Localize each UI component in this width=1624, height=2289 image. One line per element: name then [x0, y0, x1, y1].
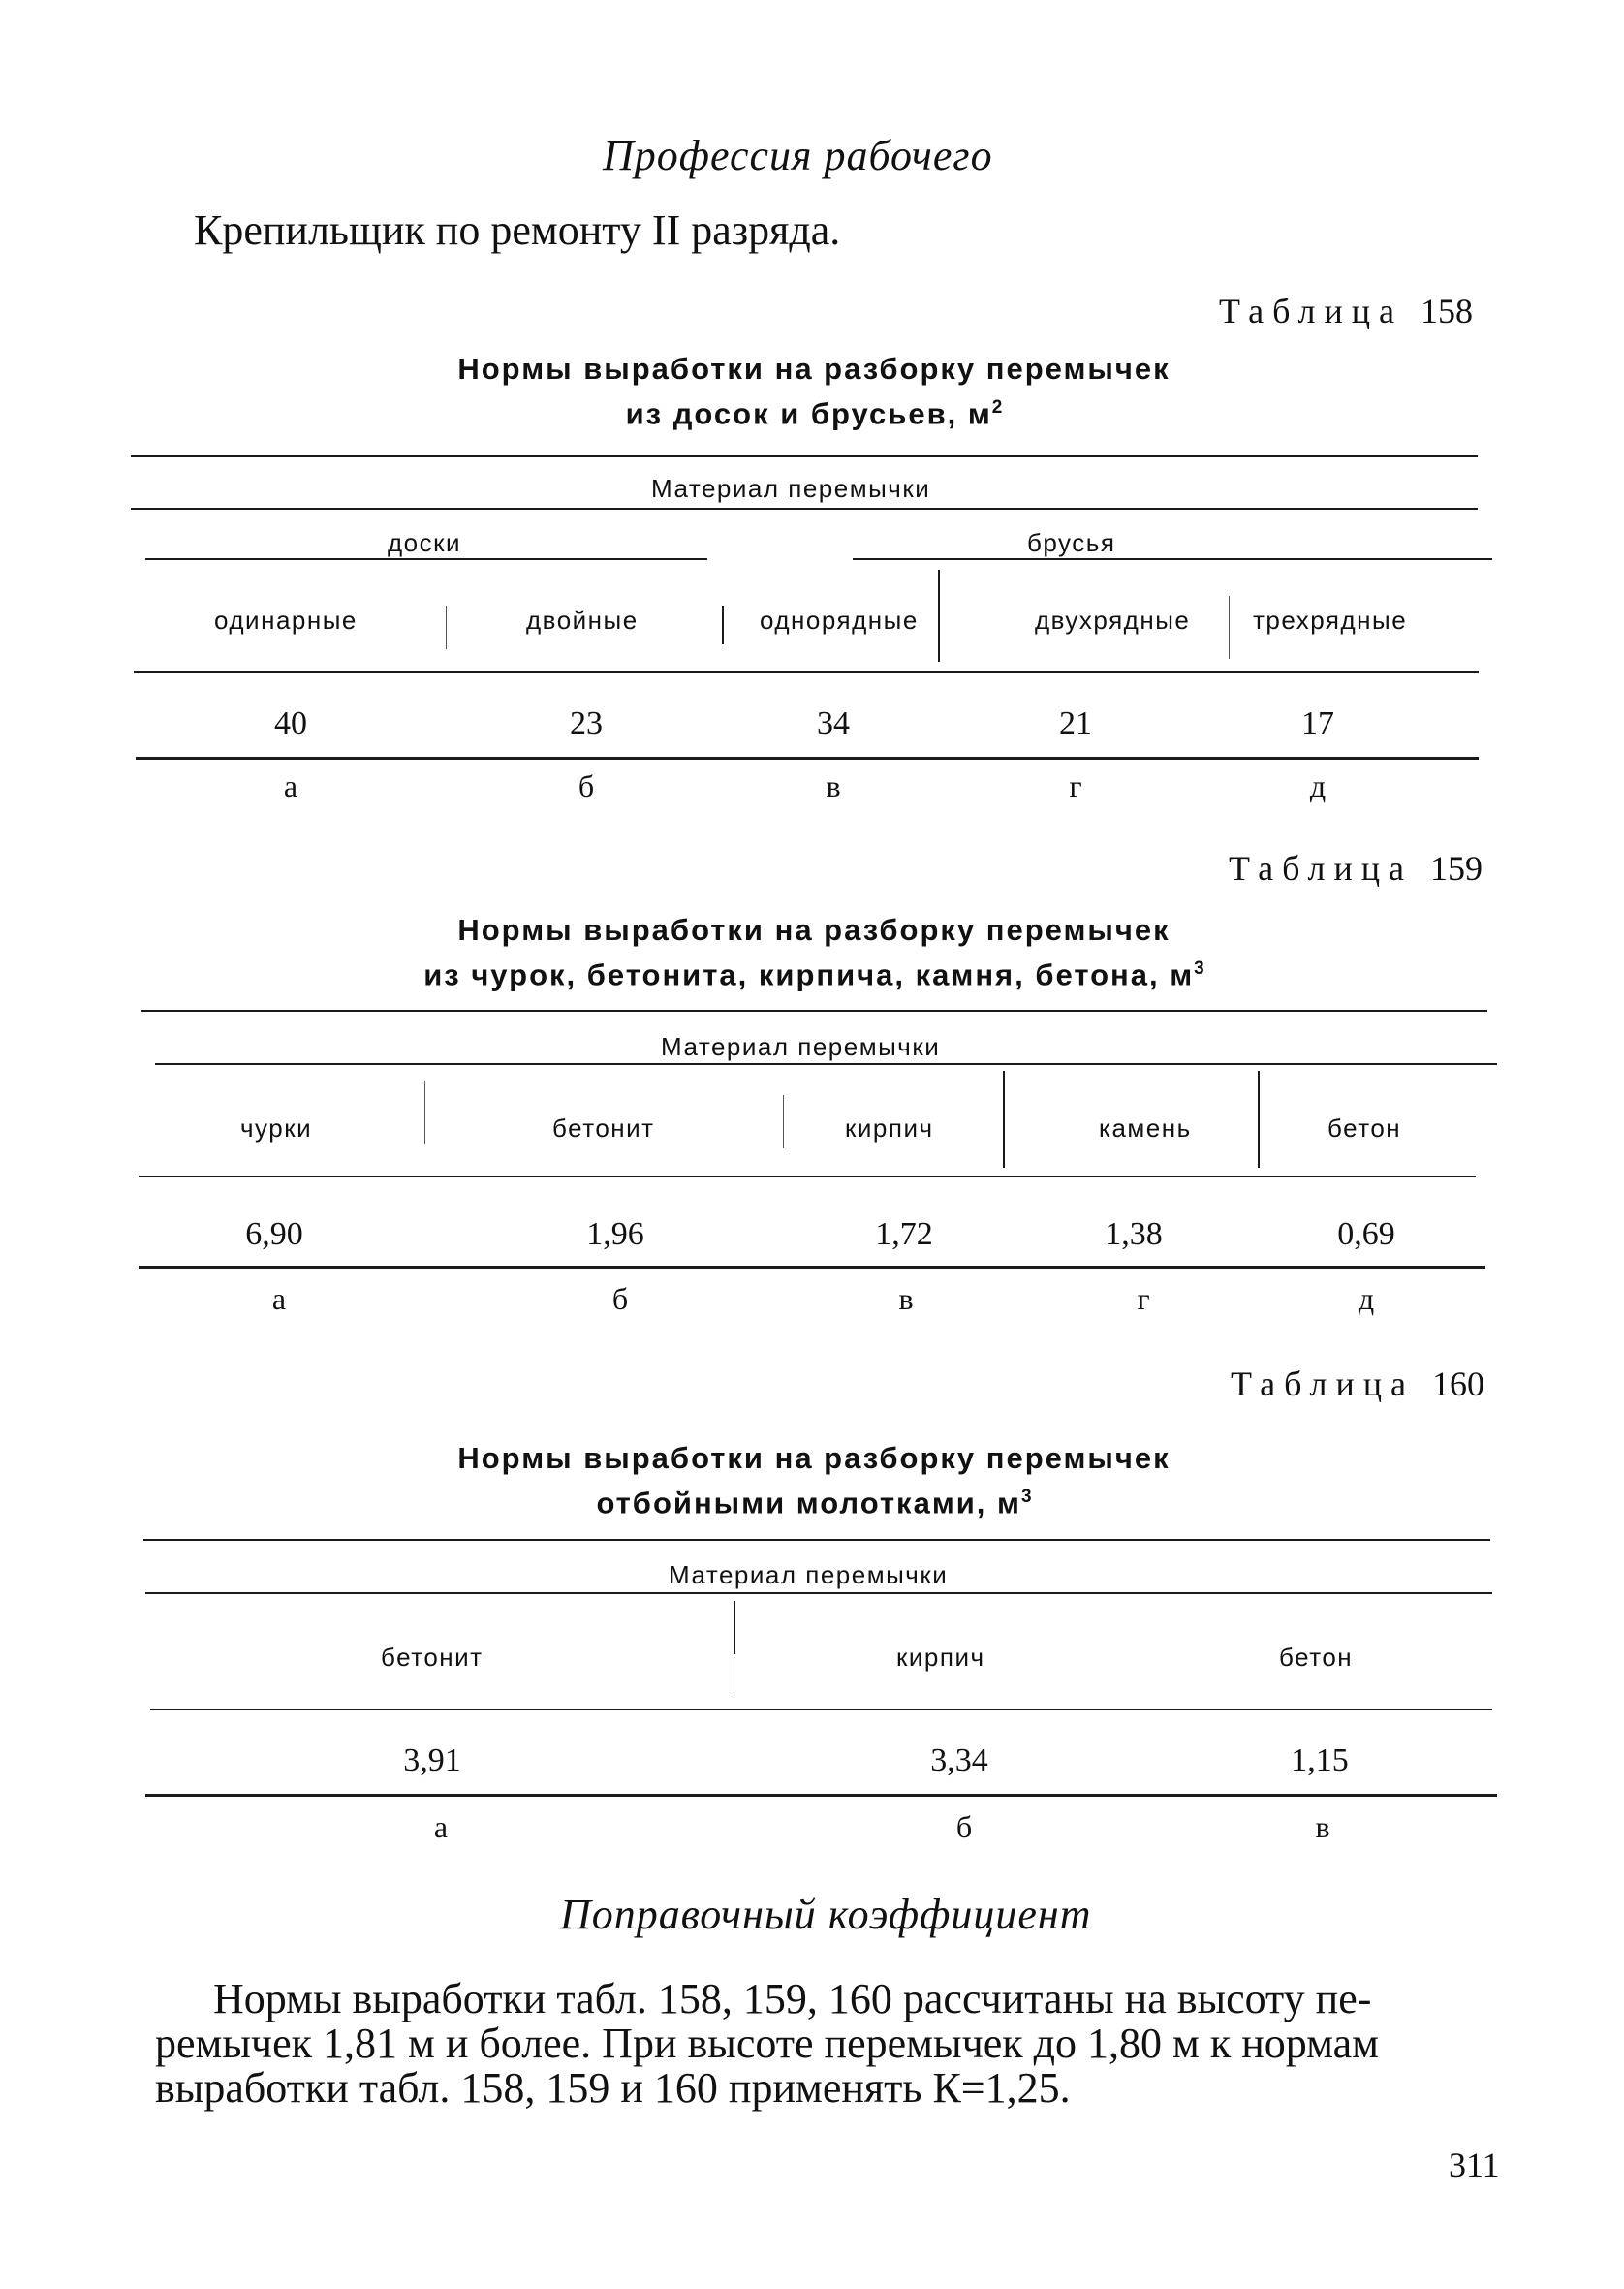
column-code: в [826, 768, 841, 803]
col-divider [424, 1081, 425, 1144]
col-divider [734, 1601, 735, 1654]
page-number: 311 [1449, 2146, 1500, 2184]
table-value: 34 [817, 706, 850, 741]
column-header: двойные [526, 606, 639, 635]
rule [155, 1063, 1497, 1065]
table-value: 1,15 [1291, 1742, 1349, 1778]
paragraph-line: Нормы выработки табл. 158, 159, 160 рассчитаны на высоту пе- [213, 1975, 1372, 2022]
rule [145, 558, 707, 560]
paragraph-line: выработки табл. 158, 159 и 160 применять К=1,25. [155, 2064, 1071, 2112]
col-divider [722, 606, 724, 644]
group-header-boards: доски [388, 528, 462, 557]
table-value: 1,72 [875, 1216, 933, 1252]
rule [139, 1176, 1476, 1177]
table-label-159: Таблица 159 [1229, 849, 1483, 888]
rule [134, 671, 1479, 673]
column-code: в [1315, 1809, 1330, 1844]
table-value: 40 [274, 706, 307, 741]
rule [143, 1539, 1490, 1541]
rule [139, 1266, 1485, 1269]
column-code: д [1309, 768, 1327, 803]
table-title-158: Нормы выработки на разборку перемычек из досок и брусьев, $м^2$ [457, 352, 1171, 431]
column-header: трехрядные [1253, 606, 1408, 635]
col-divider [446, 606, 447, 649]
table-value: 21 [1059, 706, 1092, 741]
col-divider [783, 1095, 784, 1148]
rule [131, 508, 1478, 510]
table-value: 3,34 [930, 1742, 988, 1778]
col-divider [1003, 1071, 1005, 1168]
material-header: Материал перемычки [651, 474, 931, 503]
rule [145, 1592, 1492, 1594]
material-header: Материал перемычки [669, 1560, 949, 1589]
table-value: 6,90 [245, 1216, 303, 1252]
col-divider [938, 570, 940, 662]
column-code: а [283, 768, 298, 803]
table-label-158: Таблица 158 [1219, 292, 1473, 330]
column-header: однорядные [760, 606, 919, 635]
table-label-160: Таблица 160 [1231, 1364, 1484, 1403]
correction-heading: Поправочный коэффициент [560, 1891, 1092, 1938]
table-value: 1,96 [586, 1216, 644, 1252]
column-header: кирпич [896, 1643, 985, 1672]
column-header: двухрядные [1035, 606, 1191, 635]
rule [150, 1709, 1492, 1710]
table-value: 23 [570, 706, 603, 741]
profession-heading: Профессия рабочего [603, 132, 993, 179]
rule [141, 1010, 1487, 1012]
table-title-159: Нормы выработки на разборку перемычек из чурок, бетонита, кирпича, камня, бетона, $м^3$ [423, 913, 1204, 992]
column-code: г [1069, 768, 1082, 803]
column-header: бетонит [381, 1643, 484, 1672]
column-code: б [611, 1281, 629, 1316]
column-code: г [1137, 1281, 1150, 1316]
worker-title: Крепильщик по ремонту II разряда. [194, 206, 841, 254]
column-code: а [271, 1281, 287, 1316]
paragraph-line: ремычек 1,81 м и более. При высоте перемычек до 1,80 м к нормам [155, 2020, 1380, 2067]
column-code: д [1358, 1281, 1375, 1316]
correction-paragraph [155, 1977, 1512, 2111]
column-header: бетон [1279, 1643, 1354, 1672]
column-header: одинарные [214, 606, 358, 635]
col-divider [1258, 1071, 1260, 1168]
table-value: 17 [1301, 706, 1334, 741]
column-header: бетон [1327, 1113, 1402, 1143]
material-header: Материал перемычки [661, 1032, 941, 1061]
col-divider [1229, 596, 1230, 659]
rule [136, 757, 1479, 760]
rule [853, 558, 1492, 560]
group-header-beams: брусья [1027, 528, 1116, 557]
column-header: кирпич [845, 1113, 934, 1143]
table-value: 1,38 [1105, 1216, 1163, 1252]
column-code: б [955, 1809, 973, 1844]
column-code: б [578, 768, 595, 803]
column-code: в [898, 1281, 914, 1316]
table-title-160: Нормы выработки на разборку перемычек отбойными молотками, $м^3$ [457, 1441, 1171, 1521]
table-value: 3,91 [403, 1742, 461, 1778]
column-code: а [433, 1809, 449, 1844]
table-value: 0,69 [1337, 1216, 1395, 1252]
rule [131, 455, 1478, 457]
rule [145, 1794, 1497, 1797]
column-header: чурки [240, 1113, 313, 1143]
column-header: камень [1099, 1113, 1192, 1143]
column-header: бетонит [552, 1113, 655, 1143]
